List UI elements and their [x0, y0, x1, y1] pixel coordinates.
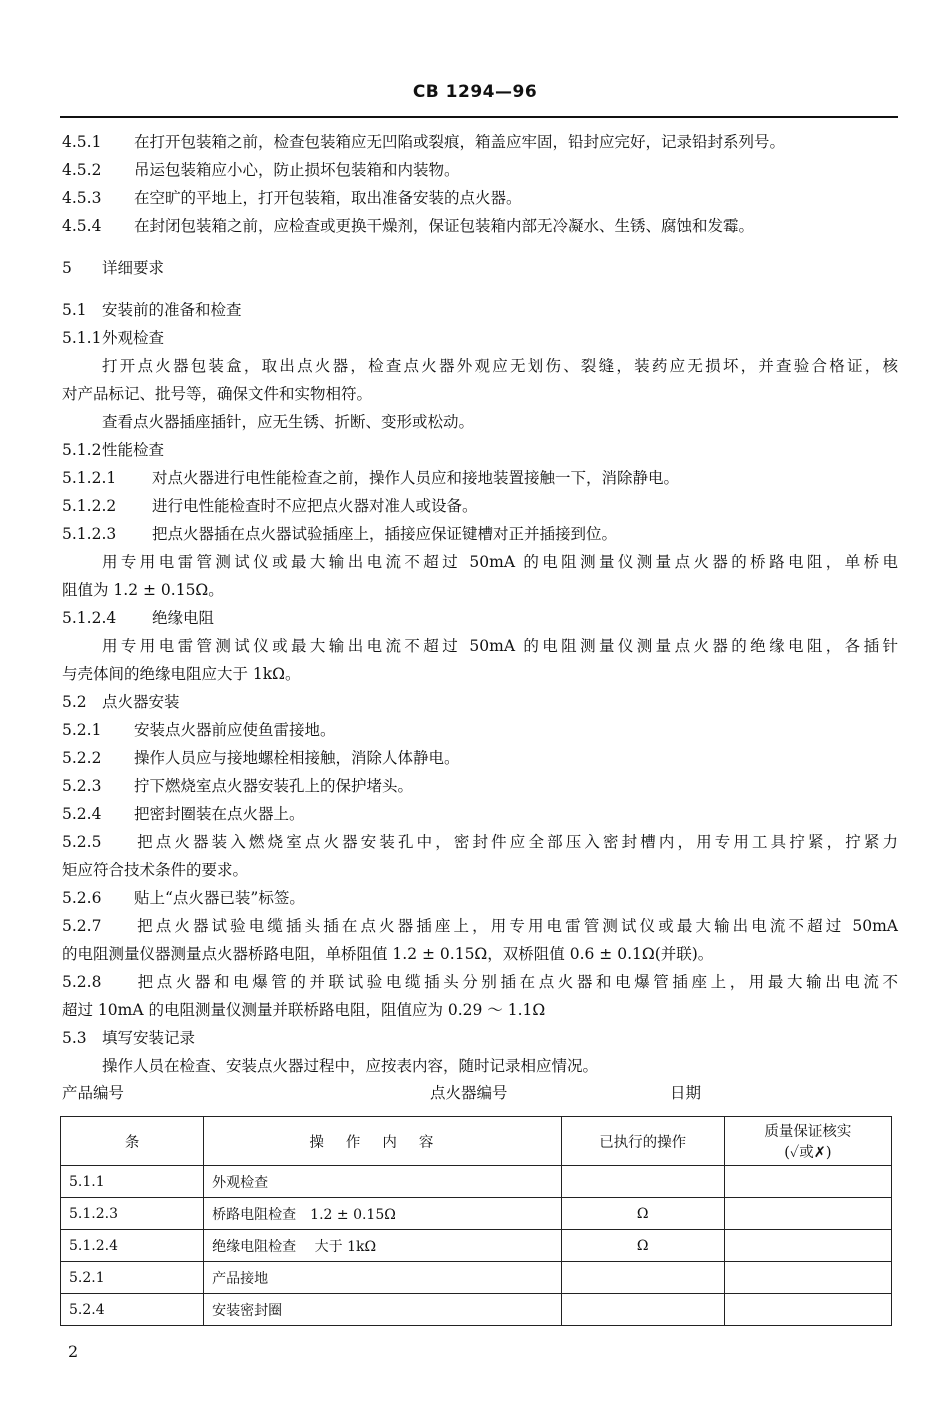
paragraph-line: 对产品标记、批号等，确保文件和实物相符。: [62, 385, 373, 403]
clause-line: [62, 464, 898, 492]
row-operation: 桥路电阻检查 1.2 ± 0.15Ω: [204, 1198, 561, 1230]
qa-header-line1: 质量保证核实: [764, 1124, 852, 1140]
clause-line: [62, 212, 898, 240]
clause-number: 5.1: [62, 301, 87, 319]
clause-text: 绝缘电阻: [152, 609, 215, 627]
date-label: 日期: [670, 1084, 702, 1102]
table-row: [61, 1230, 892, 1262]
paragraph-line: 用专用电雷管测试仪或最大输出电流不超过 50mA 的电阻测量仪测量点火器的绝缘电阻，各插针: [102, 637, 898, 655]
clause-number: 5.1.2.4: [62, 609, 117, 627]
qa-header-line2: (✓或✗): [784, 1145, 832, 1161]
clause-text: 把点火器插在点火器试验插座上，插接应保证键槽对正并插接到位。: [152, 525, 618, 543]
clause-number: 5.2.7: [62, 917, 102, 935]
clause-number: 5.1.1: [62, 329, 102, 347]
clause-text: 填写安装记录: [102, 1029, 196, 1047]
standard-number: CB 1294—96: [412, 82, 538, 102]
header-divider: [60, 116, 898, 118]
table-row: [61, 1166, 892, 1198]
clause-number: 5.1.2.3: [62, 525, 117, 543]
clause-number: 5.3: [62, 1029, 87, 1047]
clause-text: 把点火器装入燃烧室点火器安装孔中，密封件应全部压入密封槽内，用专用工具拧紧，拧紧力: [134, 833, 898, 851]
row-qa: [724, 1230, 891, 1262]
clause-line: [62, 912, 898, 940]
document-body: [62, 128, 898, 1106]
clause-text: 对点火器进行电性能检查之前，操作人员应和接地装置接触一下，消除静电。: [152, 469, 680, 487]
clause-column-header: 条: [61, 1117, 204, 1166]
clause-line: [62, 800, 898, 828]
clause-line: [62, 184, 898, 212]
clause-number: 5.2.4: [62, 805, 102, 823]
clause-line: [62, 296, 898, 324]
row-clause: 5.1.2.3: [61, 1198, 204, 1230]
section-heading: [62, 254, 898, 282]
row-qa: [724, 1166, 891, 1198]
clause-line: [62, 744, 898, 772]
table-row: [61, 1262, 892, 1294]
row-executed: Ω: [561, 1230, 724, 1262]
clause-number: 4.5.2: [62, 161, 102, 179]
clause-text: 在打开包装箱之前，检查包装箱应无凹陷或裂痕，箱盖应牢固，铅封应完好，记录铅封系列号。: [134, 133, 786, 151]
clause-number: 5.2.6: [62, 889, 102, 907]
clause-number: 5.2.2: [62, 749, 102, 767]
clause-number: 4.5.1: [62, 133, 102, 151]
clause-line: [62, 1024, 898, 1052]
clause-text: 点火器安装: [102, 693, 180, 711]
clause-text: 安装前的准备和检查: [102, 301, 242, 319]
clause-number: 4.5.3: [62, 189, 102, 207]
row-clause: 5.2.1: [61, 1262, 204, 1294]
clause-text: 把点火器和电爆管的并联试验电缆插头分别插在点火器和电爆管插座上，用最大输出电流不: [134, 973, 898, 991]
clause-line: [62, 324, 898, 352]
clause-text: 贴上“点火器已装”标签。: [134, 889, 305, 907]
clause-text: 拧下燃烧室点火器安装孔上的保护堵头。: [134, 777, 414, 795]
clause-text: 把密封圈装在点火器上。: [134, 805, 305, 823]
row-clause: 5.2.4: [61, 1294, 204, 1326]
clause-line: [62, 828, 898, 856]
clause-number: 5.2.5: [62, 833, 102, 851]
row-qa: [724, 1294, 891, 1326]
clause-number: 5.2.8: [62, 973, 102, 991]
clause-line: [62, 688, 898, 716]
product-number-label: 产品编号: [62, 1084, 125, 1102]
clause-line: [62, 884, 898, 912]
clause-number: 5.2.3: [62, 777, 102, 795]
row-operation: 外观检查: [204, 1166, 561, 1198]
paragraph-line: 操作人员在检查、安装点火器过程中，应按表内容，随时记录相应情况。: [102, 1057, 599, 1075]
table-row: [61, 1294, 892, 1326]
clause-line: [62, 156, 898, 184]
table-row: [61, 1198, 892, 1230]
clause-line: [62, 968, 898, 996]
clause-line: [62, 128, 898, 156]
record-meta-row: [62, 1080, 898, 1106]
row-clause: 5.1.1: [61, 1166, 204, 1198]
row-executed: [561, 1166, 724, 1198]
section-number: 5: [62, 259, 72, 277]
paragraph-line: 用专用电雷管测试仪或最大输出电流不超过 50mA 的电阻测量仪测量点火器的桥路电阻，单桥电: [102, 553, 898, 571]
row-executed: [561, 1262, 724, 1294]
igniter-number-label: 点火器编号: [430, 1084, 508, 1102]
clause-line: [62, 604, 898, 632]
clause-number: 4.5.4: [62, 217, 102, 235]
row-operation: 产品接地: [204, 1262, 561, 1294]
executed-column-header: 已执行的操作: [561, 1117, 724, 1166]
clause-number: 5.1.2: [62, 441, 102, 459]
paragraph-line: 与壳体间的绝缘电阻应大于 1kΩ。: [62, 665, 301, 683]
row-operation: 绝缘电阻检查 大于 1kΩ: [204, 1230, 561, 1262]
paragraph-line: 超过 10mA 的电阻测量仪测量并联桥路电阻，阻值应为 0.29 ～ 1.1Ω: [62, 1001, 546, 1019]
operation-column-header: 操作内容: [204, 1117, 561, 1166]
page-number: 2: [68, 1342, 79, 1361]
row-qa: [724, 1262, 891, 1294]
row-qa: [724, 1198, 891, 1230]
clause-number: 5.1.2.2: [62, 497, 117, 515]
clause-line: [62, 492, 898, 520]
section-title: 详细要求: [102, 259, 165, 277]
paragraph-line: 的电阻测量仪器测量点火器桥路电阻，单桥阻值 1.2 ± 0.15Ω，双桥阻值 0.6 ± 0.1Ω(并联)。: [62, 945, 714, 963]
clause-line: [62, 436, 898, 464]
paragraph-line: 矩应符合技术条件的要求。: [62, 861, 249, 879]
clause-text: 吊运包装箱应小心，防止损坏包装箱和内装物。: [134, 161, 460, 179]
clause-text: 外观检查: [102, 329, 165, 347]
clause-text: 把点火器试验电缆插头插在点火器插座上，用专用电雷管测试仪或最大输出电流不超过 50mA: [134, 917, 898, 935]
clause-number: 5.2: [62, 693, 87, 711]
clause-line: [62, 716, 898, 744]
installation-record-table: [60, 1116, 892, 1326]
paragraph-line: 阻值为 1.2 ± 0.15Ω。: [62, 581, 224, 599]
clause-text: 在空旷的平地上，打开包装箱，取出准备安装的点火器。: [134, 189, 522, 207]
paragraph-line: 打开点火器包装盒，取出点火器，检查点火器外观应无划伤、裂缝，装药应无损坏，并查验合格证，核: [102, 357, 898, 375]
clause-line: [62, 520, 898, 548]
clause-text: 在封闭包装箱之前，应检查或更换干燥剂，保证包装箱内部无冷凝水、生锈、腐蚀和发霉。: [134, 217, 755, 235]
row-operation: 安装密封圈: [204, 1294, 561, 1326]
clause-text: 安装点火器前应使鱼雷接地。: [134, 721, 336, 739]
clause-text: 进行电性能检查时不应把点火器对准人或设备。: [152, 497, 478, 515]
clause-line: [62, 772, 898, 800]
clause-text: 操作人员应与接地螺栓相接触，消除人体静电。: [134, 749, 460, 767]
qa-column-header: [724, 1117, 891, 1166]
row-executed: Ω: [561, 1198, 724, 1230]
clause-number: 5.1.2.1: [62, 469, 117, 487]
clause-text: 性能检查: [102, 441, 165, 459]
paragraph-line: 查看点火器插座插针，应无生锈、折断、变形或松动。: [102, 413, 475, 431]
clause-number: 5.2.1: [62, 721, 102, 739]
row-executed: [561, 1294, 724, 1326]
table-header-row: [61, 1117, 892, 1166]
row-clause: 5.1.2.4: [61, 1230, 204, 1262]
